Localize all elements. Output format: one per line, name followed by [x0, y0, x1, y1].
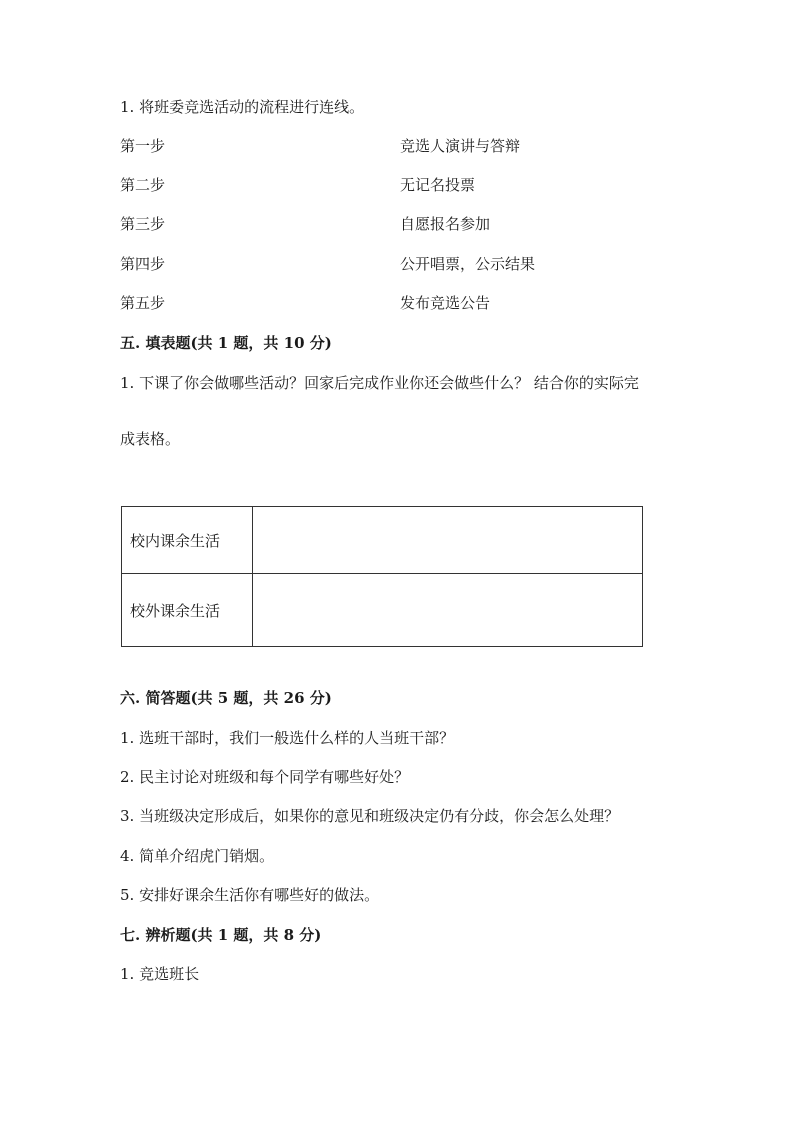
process-item-1: 竞选人演讲与答辩	[400, 137, 521, 155]
process-item-2: 无记名投票	[400, 176, 476, 194]
table-row	[122, 574, 643, 647]
answer-cell-in-school[interactable]	[253, 507, 643, 574]
activity-table	[121, 506, 643, 647]
table-row-label: 校外课余生活	[122, 574, 253, 647]
fill-table-question-line1: 1. 下课了你会做哪些活动？回家后完成作业你还会做些什么？ 结合你的实际完	[120, 374, 639, 392]
process-item-5: 发布竞选公告	[400, 294, 491, 312]
short-answer-question-4: 4. 简单介绍虎门销烟。	[120, 847, 275, 865]
step-label-4: 第四步	[120, 255, 166, 273]
table-row	[122, 507, 643, 574]
section-heading-short-answer: 六. 简答题(共 5 题，共 26 分)	[120, 689, 332, 707]
process-item-3: 自愿报名参加	[400, 215, 491, 233]
section-heading-fill-table: 五. 填表题(共 1 题，共 10 分)	[120, 334, 332, 352]
answer-cell-out-of-school[interactable]	[253, 574, 643, 647]
fill-table-question-line2: 成表格。	[120, 430, 181, 448]
short-answer-question-5: 5. 安排好课余生活你有哪些好的做法。	[120, 886, 380, 904]
step-label-5: 第五步	[120, 294, 166, 312]
step-label-3: 第三步	[120, 215, 166, 233]
matching-question: 1. 将班委竞选活动的流程进行连线。	[120, 98, 365, 116]
step-label-1: 第一步	[120, 137, 166, 155]
analysis-question-1: 1. 竞选班长	[120, 965, 200, 983]
short-answer-question-3: 3. 当班级决定形成后，如果你的意见和班级决定仍有分歧，你会怎么处理？	[120, 807, 620, 825]
table-row-label: 校内课余生活	[122, 507, 253, 574]
short-answer-question-2: 2. 民主讨论对班级和每个同学有哪些好处？	[120, 768, 410, 786]
process-item-4: 公开唱票，公示结果	[400, 255, 536, 273]
short-answer-question-1: 1. 选班干部时，我们一般选什么样的人当班干部？	[120, 729, 455, 747]
step-label-2: 第二步	[120, 176, 166, 194]
section-heading-analysis: 七. 辨析题(共 1 题，共 8 分)	[120, 926, 322, 944]
